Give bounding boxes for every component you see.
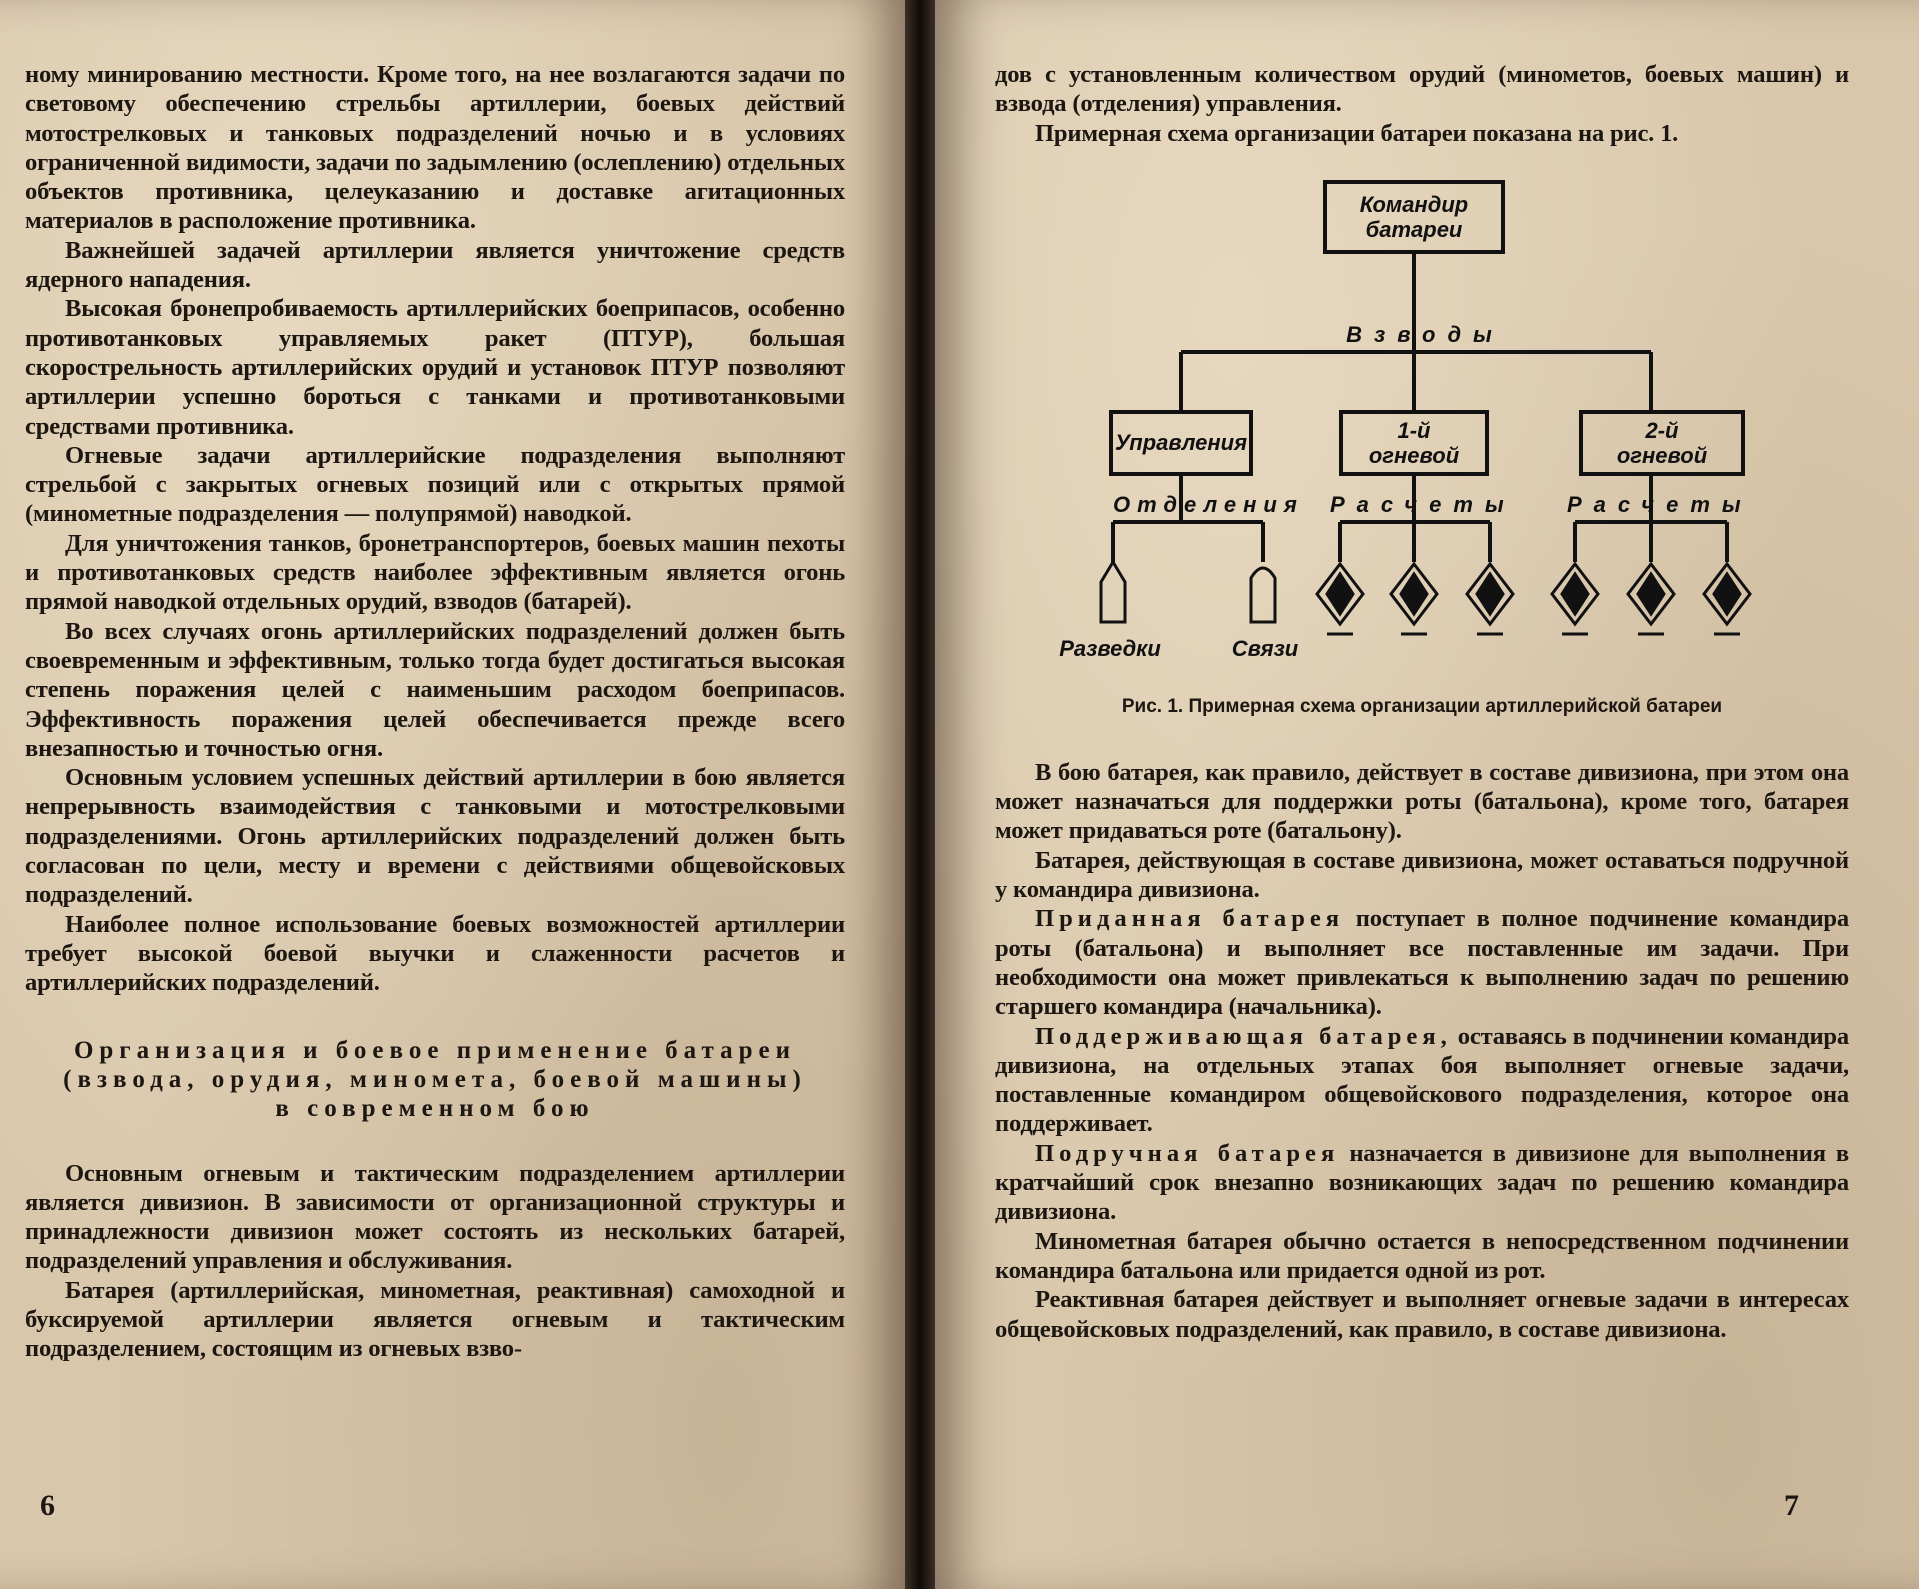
sections-label: Отделения (1113, 491, 1304, 517)
paragraph (995, 904, 1849, 1021)
gun-crew-icon (1391, 564, 1437, 634)
paragraph-text: поступает в полное подчинение командира роты (батальона) и выполняет все поставленные им задачи. При необходимости она может привлекаться к выполнению задач по решению старшего командира (начальника). (995, 905, 1849, 1021)
commander-box-label: Командир батареи (1359, 191, 1469, 242)
gun-crew-icon (1552, 564, 1598, 634)
paragraph: Во всех случаях огонь артиллерийских подразделений должен быть своевременным и эффективным, только тогда будет достигаться высокая степень поражения целей с наименьшим расходом боеприпасов. Эффективность поражения целей обеспечивается прежде всего внезапностью и точностью огня. (25, 617, 845, 762)
paragraph (995, 1139, 1849, 1227)
platoons-label: Взводы (1346, 321, 1504, 347)
paragraph: Наиболее полное использование боевых возможностей артиллерии требует высокой боевой выучки и слаженности расчетов и артиллерийских подразделений. (25, 910, 845, 997)
right-page (935, 0, 1919, 1589)
book-gutter (905, 0, 935, 1589)
figure-caption: Рис. 1. Примерная схема организации артиллерийской батареи (1121, 695, 1723, 717)
paragraph: Для уничтожения танков, бронетранспортеров, боевых машин пехоты и противотанковых средств наиболее эффективным является огонь прямой наводкой отдельных орудий, взводов (батарей). (25, 529, 845, 616)
paragraph: Минометная батарея обычно остается в непосредственном подчинении командира батальона или придается одной из рот. (995, 1227, 1849, 1284)
gun-crew-icon (1467, 564, 1513, 634)
paragraph-text: (артиллерийская, минометная, реактивная) самоходной и буксируемой артиллерии является огневым и тактическим подразделением, состоящим из огневых взво- (25, 1276, 845, 1363)
paragraph: Важнейшей задачей артиллерии является уничтожение средств ядерного нападения. (25, 236, 845, 294)
paragraph: В бою батарея, как правило, действует в составе дивизиона, при этом она может назначаться для поддержки роты (батальона), кроме того, батарея может придаваться роте (батальону). (995, 758, 1849, 845)
comm-section-icon (1251, 568, 1275, 622)
term-reserve-battery: Подручная батарея (1035, 1139, 1340, 1167)
gun-crew-icon (1704, 564, 1750, 634)
control-platoon-label: Управления (1114, 429, 1248, 455)
term-supporting-battery: Поддерживающая батарея, (1035, 1022, 1452, 1050)
paragraph (995, 1022, 1849, 1139)
comm-section-label: Связи (1231, 635, 1299, 661)
paragraph: Основным условием успешных действий артиллерии в бою является непрерывность взаимодействия с танковыми и мотострелковыми подразделениями. Огонь артиллерийских подразделений должен быть согласован по цели, месту и времени с действиями общевойсковых подразделений. (25, 764, 845, 909)
paragraph: Огневые задачи артиллерийские подразделения выполняют стрельбой с закрытых огневых позиций или с открытых прямой (минометные подразделения — полупрямой) наводкой. (25, 441, 845, 528)
gun-crew-icon (1628, 564, 1674, 634)
paragraph: Основным огневым и тактическим подразделением артиллерии является дивизион. В зависимости от организационной структуры и принадлежности дивизион может состоять из нескольких батарей, подразделений управления и обслуживания. (25, 1159, 845, 1275)
term-attached-battery: Приданная батарея (1035, 905, 1345, 933)
recon-section-label: Разведки (1059, 635, 1161, 661)
paragraph: Высокая бронепробиваемость артиллерийских боеприпасов, особенно противотанковых управляемых ракет (ПТУР), большая скорострельность артиллерийских орудий и установок ПТУР позволяют артиллерии успешно бороться с танками и противотанковыми средствами противника. (25, 295, 845, 440)
heading-line: Организация и боевое применение батареи (73, 1036, 797, 1064)
paragraph: Примерная схема организации батареи показана на рис. 1. (1035, 119, 1679, 147)
recon-section-icon (1101, 562, 1125, 622)
page-number: 7 (1784, 1489, 1799, 1522)
gun-crew-icon (1317, 564, 1363, 634)
fire-platoon-1-label: 1-й огневой (1368, 417, 1460, 468)
term-battery: Батарея (65, 1276, 155, 1304)
paragraph: ному минированию местности. Кроме того, на нее возлагаются задачи по световому обеспечению стрельбы артиллерии, боевых действий мотострелковых и танковых подразделений ночью и в условиях ограниченной видимости, задачи по задымлению (ослеплению) отдельных объектов противника, целеуказанию и доставке агитационных материалов в расположение противника. (25, 61, 845, 235)
heading-line: в современном бою (275, 1094, 595, 1122)
heading-line: (взвода, орудия, миномета, боевой машины) (63, 1065, 807, 1093)
paragraph: дов с установленным количеством орудий (минометов, боевых машин) и взвода (отделения) управления. (995, 61, 1849, 118)
paragraph: Реактивная батарея действует и выполняет огневые задачи в интересах общевойсковых подразделений, как правило, в составе дивизиона. (995, 1286, 1849, 1343)
paragraph-text: назначается в дивизионе для выполнения в кратчайший срок внезапно возникающих задач по решению командира дивизиона. (995, 1139, 1849, 1226)
paragraph (25, 1276, 845, 1364)
page-number: 6 (40, 1489, 55, 1522)
organization-diagram (1005, 162, 1785, 682)
left-page (0, 0, 905, 1589)
fire-platoon-2-label: 2-й огневой (1616, 417, 1708, 468)
crews-label: Расчеты (1330, 491, 1516, 517)
paragraph: Батарея, действующая в составе дивизиона, может оставаться подручной у командира дивизиона. (995, 846, 1849, 904)
crews-label: Расчеты (1567, 491, 1753, 517)
paragraph-text: оставаясь в подчинении командира дивизиона, на отдельных этапах боя выполняет огневые задачи, поставленные командиром общевойскового подразделения, которое она поддерживает. (995, 1022, 1850, 1138)
section-heading (25, 1036, 845, 1123)
